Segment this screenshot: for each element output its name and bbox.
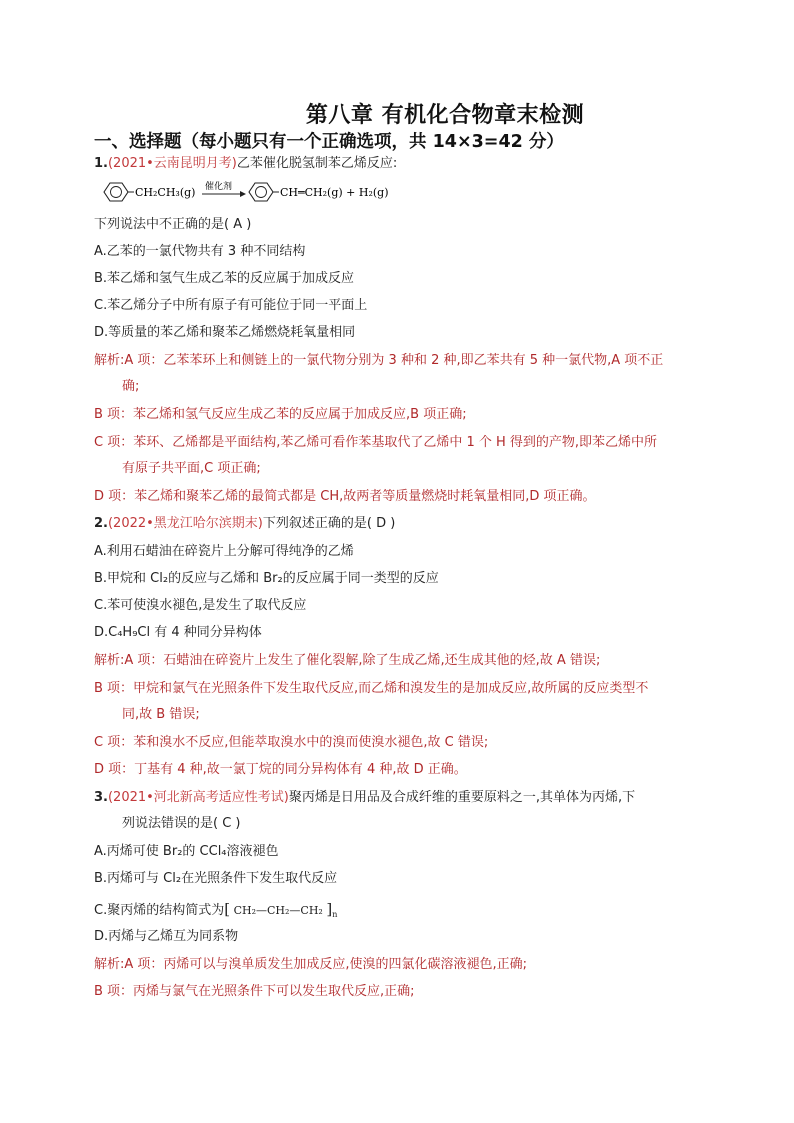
question-source: (2022•黑龙江哈尔滨期末) xyxy=(107,516,263,531)
question-2-stem xyxy=(94,515,395,533)
reaction-diagram xyxy=(94,178,414,206)
option-c: C.苯可使溴水褪色,是发生了取代反应 xyxy=(94,598,307,613)
analysis-line: B 项：苯乙烯和氢气反应生成乙苯的反应属于加成反应,B 项正确; xyxy=(94,407,467,422)
product-formula: CH═CH₂(g) + H₂(g) xyxy=(280,186,389,199)
analysis-line: 解析:A 项：丙烯可以与溴单质发生加成反应,使溴的四氯化碳溶液褪色,正确; xyxy=(94,957,528,972)
analysis-line: B 项：丙烯与氯气在光照条件下可以发生取代反应,正确; xyxy=(94,984,415,999)
option-a: A.利用石蜡油在碎瓷片上分解可得纯净的乙烯 xyxy=(94,544,354,559)
question-text: 聚丙烯是日用品及合成纤维的重要原料之一,其单体为丙烯,下 xyxy=(288,790,636,805)
analysis-line: 解析:A 项：乙苯苯环上和侧链上的一氯代物分别为 3 种和 2 种,即乙苯共有 5 种一氯代物,A 项不正 xyxy=(94,353,664,368)
analysis-line: 确; xyxy=(122,379,140,394)
question-text: 下列叙述正确的是( D ) xyxy=(262,516,396,531)
option-c: C.苯乙烯分子中所有原子有可能位于同一平面上 xyxy=(94,298,368,313)
option-b: B.苯乙烯和氢气生成乙苯的反应属于加成反应 xyxy=(94,271,355,286)
option-d: D.丙烯与乙烯互为同系物 xyxy=(94,929,239,944)
polymer-unit: CH₂—CH₂—CH₂ xyxy=(233,904,323,917)
option-a: A.乙苯的一氯代物共有 3 种不同结构 xyxy=(94,244,306,259)
polymer-n: n xyxy=(332,910,338,920)
analysis-line: D 项：苯乙烯和聚苯乙烯的最简式都是 CH,故两者等质量燃烧时耗氧量相同,D 项正确。 xyxy=(94,489,596,504)
analysis-line: 有原子共平面,C 项正确; xyxy=(122,461,261,476)
reactant-formula: CH₂CH₃(g) xyxy=(135,186,196,199)
option-c-text: C.聚丙烯的结构简式为 xyxy=(94,903,225,918)
analysis-line: 同,故 B 错误; xyxy=(122,707,200,722)
option-d: D.等质量的苯乙烯和聚苯乙烯燃烧耗氧量相同 xyxy=(94,325,356,340)
analysis-line: C 项：苯环、乙烯都是平面结构,苯乙烯可看作苯基取代了乙烯中 1 个 H 得到的产物,即苯乙烯中所 xyxy=(94,435,658,450)
analysis-line: C 项：苯和溴水不反应,但能萃取溴水中的溴而使溴水褪色,故 C 错误; xyxy=(94,735,489,750)
question-3-stem xyxy=(94,789,635,807)
page-title: 第八章 有机化合物章末检测 xyxy=(305,103,585,128)
question-source: (2021•河北新高考适应性考试) xyxy=(107,790,289,805)
benzene-ring-icon xyxy=(249,183,273,201)
option-d: D.C₄H₉Cl 有 4 种同分异构体 xyxy=(94,625,262,640)
section-heading: 一、选择题（每小题只有一个正确选项，共 14×3=42 分） xyxy=(94,132,564,152)
question-3-ask: 列说法错误的是( C ) xyxy=(122,816,241,831)
question-1-stem xyxy=(94,155,397,173)
reaction-equation xyxy=(94,178,414,206)
question-1-ask: 下列说法中不正确的是( A ) xyxy=(94,217,252,232)
question-text: 乙苯催化脱氢制苯乙烯反应: xyxy=(236,156,398,171)
option-b: B.甲烷和 Cl₂的反应与乙烯和 Br₂的反应属于同一类型的反应 xyxy=(94,571,439,586)
analysis-line: D 项：丁基有 4 种,故一氯丁烷的同分异构体有 4 种,故 D 正确。 xyxy=(94,762,467,777)
analysis-line: B 项：甲烷和氯气在光照条件下发生取代反应,而乙烯和溴发生的是加成反应,故所属的反应类型不 xyxy=(94,681,649,696)
question-number: 2. xyxy=(94,516,108,531)
catalyst-label: 催化剂 xyxy=(205,182,233,192)
question-source: (2021•云南昆明月考) xyxy=(107,156,237,171)
analysis-line: 解析:A 项：石蜡油在碎瓷片上发生了催化裂解,除了生成乙烯,还生成其他的烃,故 A 错误; xyxy=(94,653,601,668)
polymer-formula: [ CH₂—CH₂—CH₂ ]$_n$ xyxy=(224,900,338,920)
option-c xyxy=(94,900,337,924)
option-a: A.丙烯可使 Br₂的 CCl₄溶液褪色 xyxy=(94,844,279,859)
question-number: 1. xyxy=(94,156,108,171)
option-b: B.丙烯可与 Cl₂在光照条件下发生取代反应 xyxy=(94,871,338,886)
question-number: 3. xyxy=(94,790,108,805)
benzene-ring-icon xyxy=(104,183,128,201)
